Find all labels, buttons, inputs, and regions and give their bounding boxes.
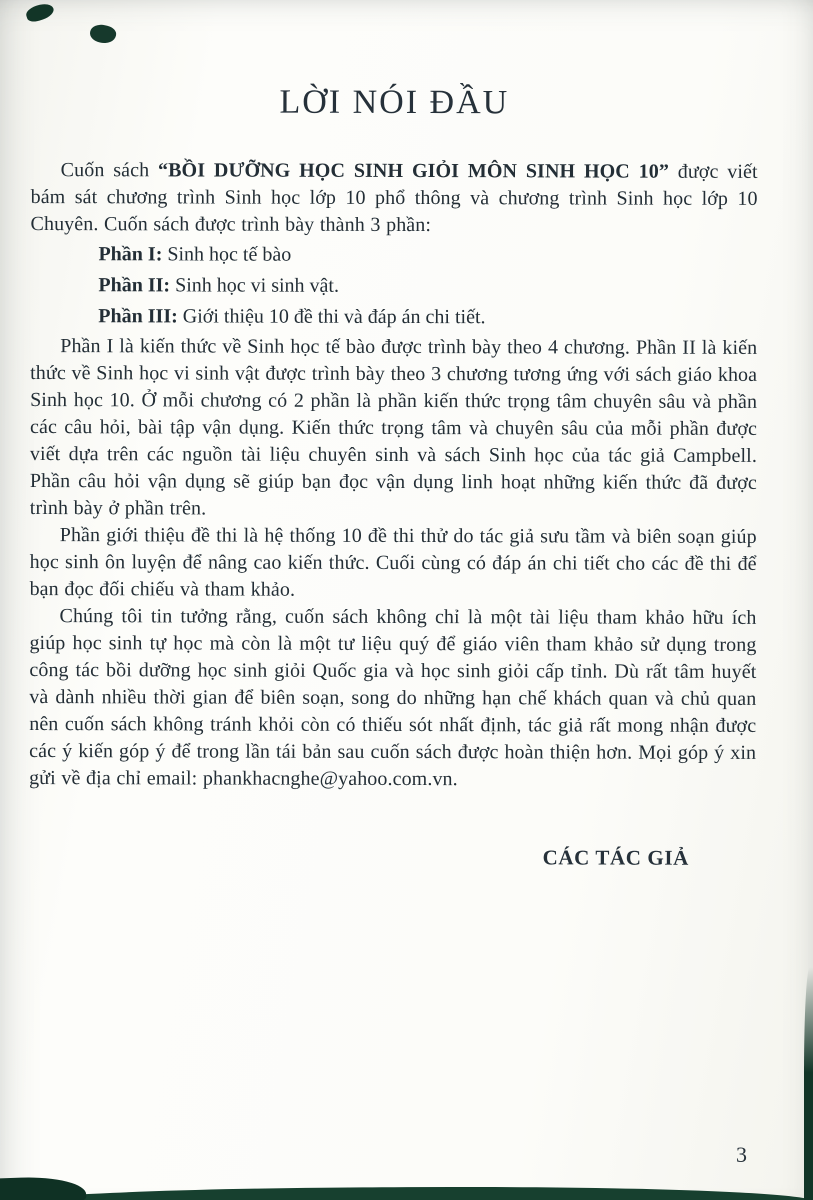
scan-edge-bottom-icon <box>0 1183 813 1200</box>
part-1-label: Phần I: <box>98 243 163 266</box>
intro-lead: Cuốn sách <box>60 159 159 182</box>
part-item-3 <box>30 301 757 334</box>
body-paragraph-2: Phần giới thiệu đề thi là hệ thống 10 đề thi thử do tác giả sưu tầm và biên soạn giúp học sinh ôn luyện để nâng cao kiến thức. Cuối cùng có đáp án chi tiết cho các đề thi để bạn đọc đối chiếu và tham khảo. <box>29 524 757 601</box>
body-paragraph-3: Chúng tôi tin tưởng rằng, cuốn sách không chỉ là một tài liệu tham khảo hữu ích giúp học sinh tự học mà còn là một tư liệu quý để giáo viên tham khảo sử dụng trong công tác bồi dưỡng học sinh giỏi Quốc gia và học sinh giỏi cấp tỉnh. Dù rất tâm huyết và dành nhiều thời gian để biên soạn, song do những hạn chế khách quan và chủ quan nên cuốn sách không tránh khỏi còn có thiếu sót nhất định, tác giả rất mong nhận được các ý kiến góp ý để trong lần tái bản sau cuốn sách được hoàn thiện hơn. Mọi góp ý xin gửi về địa chỉ email: phankhacnghe@yahoo.com.vn. <box>29 605 757 791</box>
part-item-1 <box>30 239 757 272</box>
authors-signature: CÁC TÁC GIẢ <box>542 845 689 870</box>
part-2-text: Sinh học vi sinh vật. <box>170 274 340 297</box>
part-3-label: Phần III: <box>98 305 178 328</box>
scan-edge-bottom-left-icon <box>0 1175 86 1200</box>
intro-paragraph <box>31 157 758 240</box>
page-number: 3 <box>736 1142 747 1167</box>
book-title: “BỒI DƯỠNG HỌC SINH GIỎI MÔN SINH HỌC 10” <box>157 159 669 183</box>
part-item-2 <box>30 270 757 303</box>
body-paragraph-1: Phần I là kiến thức về Sinh học tế bào được trình bày theo 4 chương. Phần II là kiến thức về Sinh học vi sinh vật được trình bày theo 3 chương tương ứng với sách giáo khoa Sinh học 10. Ở mỗi chương có 2 phần là phần kiến thức trọng tâm chuyên sâu và phần các câu hỏi, bài tập vận dụng. Kiến thức trọng tâm và chuyên sâu của mỗi phần được viết dựa trên các nguồn tài liệu chuyên sinh và sách Sinh học của tác giả Campbell. Phần câu hỏi vận dụng sẽ giúp bạn đọc vận dụng linh hoạt những kiến thức đã được trình bày ở phần trên. <box>29 335 758 520</box>
part-3-text: Giới thiệu 10 đề thi và đáp án chi tiết. <box>177 305 486 329</box>
parts-list <box>30 239 757 334</box>
page-title: LỜI NÓI ĐẦU <box>279 83 510 122</box>
intro-rest: được viết bám sát chương trình Sinh học lớp 10 phổ thông và chương trình Sinh học lớp 10 Chuyên. Cuốn sách được trình bày thành 3 phần: <box>30 160 758 237</box>
part-1-text: Sinh học tế bào <box>162 243 292 266</box>
part-2-label: Phần II: <box>98 274 171 297</box>
scan-edge-right-icon <box>804 967 813 1200</box>
